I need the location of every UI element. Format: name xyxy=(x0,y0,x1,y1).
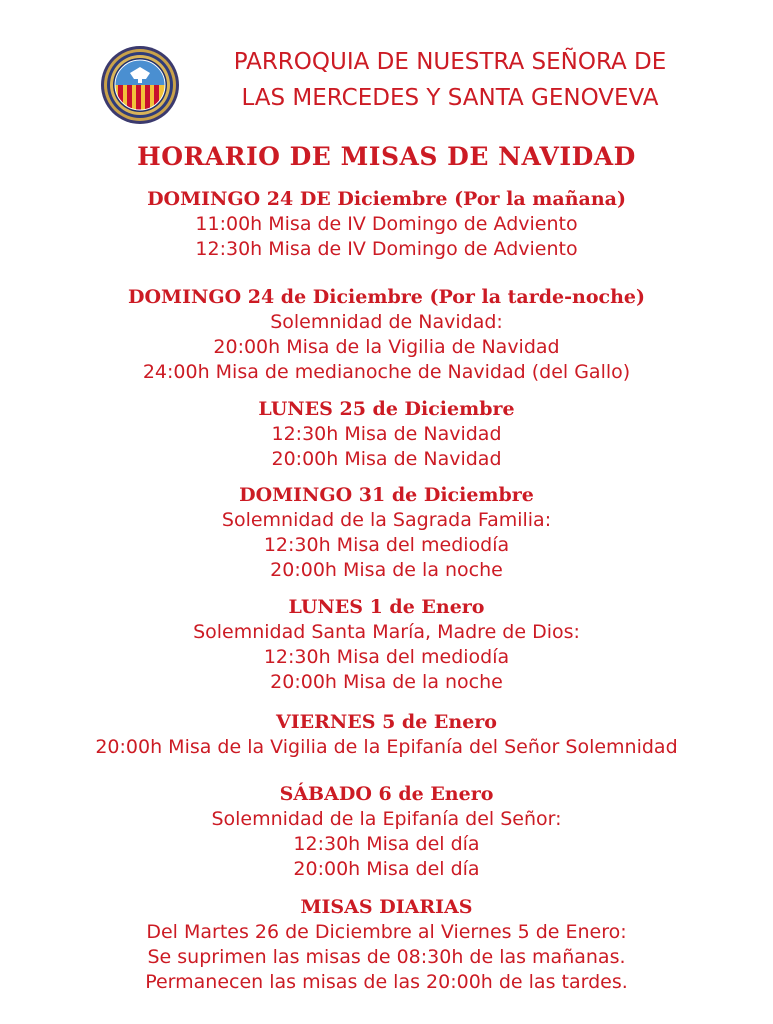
schedule-line: 24:00h Misa de medianoche de Navidad (del Gallo) xyxy=(142,361,631,383)
schedule-line: 20:00h Misa del día xyxy=(293,858,480,880)
schedule-line: 11:00h Misa de IV Domingo de Adviento xyxy=(195,213,578,235)
schedule-line: 20:00h Misa de Navidad xyxy=(271,448,502,470)
schedule-section xyxy=(0,284,773,385)
schedule-line: 12:30h Misa del mediodía xyxy=(263,646,510,668)
schedule-section xyxy=(0,186,773,262)
section-heading: LUNES 25 de Diciembre xyxy=(258,398,515,420)
schedule-line: 20:00h Misa de la Vigilia de Navidad xyxy=(213,336,560,358)
schedule-line: Solemnidad de la Epifanía del Señor: xyxy=(211,808,562,830)
section-heading: DOMINGO 31 de Diciembre xyxy=(239,484,534,506)
schedule-line: 20:00h Misa de la noche xyxy=(270,671,503,693)
schedule-line: 20:00h Misa de la Vigilia de la Epifanía del Señor Solemnidad xyxy=(95,736,678,758)
parish-seal-icon xyxy=(100,45,180,125)
schedule-section xyxy=(0,709,773,760)
section-heading: DOMINGO 24 de Diciembre (Por la tarde-noche) xyxy=(128,286,645,308)
schedule-line: 12:30h Misa de Navidad xyxy=(271,423,502,445)
section-heading: MISAS DIARIAS xyxy=(300,896,473,918)
section-heading: DOMINGO 24 DE Diciembre (Por la mañana) xyxy=(147,188,626,210)
schedule-section xyxy=(0,781,773,882)
schedule-line: Del Martes 26 de Diciembre al Viernes 5 de Enero: xyxy=(146,921,627,943)
schedule-section xyxy=(0,482,773,583)
section-heading: VIERNES 5 de Enero xyxy=(276,711,497,733)
schedule-line: Permanecen las misas de las 20:00h de las tardes. xyxy=(145,971,628,993)
schedule-line: Solemnidad de la Sagrada Familia: xyxy=(221,509,552,531)
schedule-section xyxy=(0,894,773,995)
schedule-line: 12:30h Misa del mediodía xyxy=(263,534,510,556)
schedule-line: Solemnidad de Navidad: xyxy=(270,311,503,333)
schedule-section xyxy=(0,396,773,472)
section-heading: SÁBADO 6 de Enero xyxy=(279,783,494,805)
schedule-section xyxy=(0,594,773,695)
parish-name xyxy=(180,44,720,116)
parish-name-line-1: PARROQUIA DE NUESTRA SEÑORA DE xyxy=(233,49,667,75)
parish-name-line-2: LAS MERCEDES Y SANTA GENOVEVA xyxy=(241,85,659,111)
page-title: HORARIO DE MISAS DE NAVIDAD xyxy=(137,142,636,171)
schedule-line: 20:00h Misa de la noche xyxy=(270,559,503,581)
section-heading: LUNES 1 de Enero xyxy=(288,596,485,618)
schedule-line: 12:30h Misa de IV Domingo de Adviento xyxy=(195,238,578,260)
schedule-line: Solemnidad Santa María, Madre de Dios: xyxy=(193,621,580,643)
schedule-line: 12:30h Misa del día xyxy=(293,833,480,855)
schedule-line: Se suprimen las misas de 08:30h de las mañanas. xyxy=(147,946,626,968)
